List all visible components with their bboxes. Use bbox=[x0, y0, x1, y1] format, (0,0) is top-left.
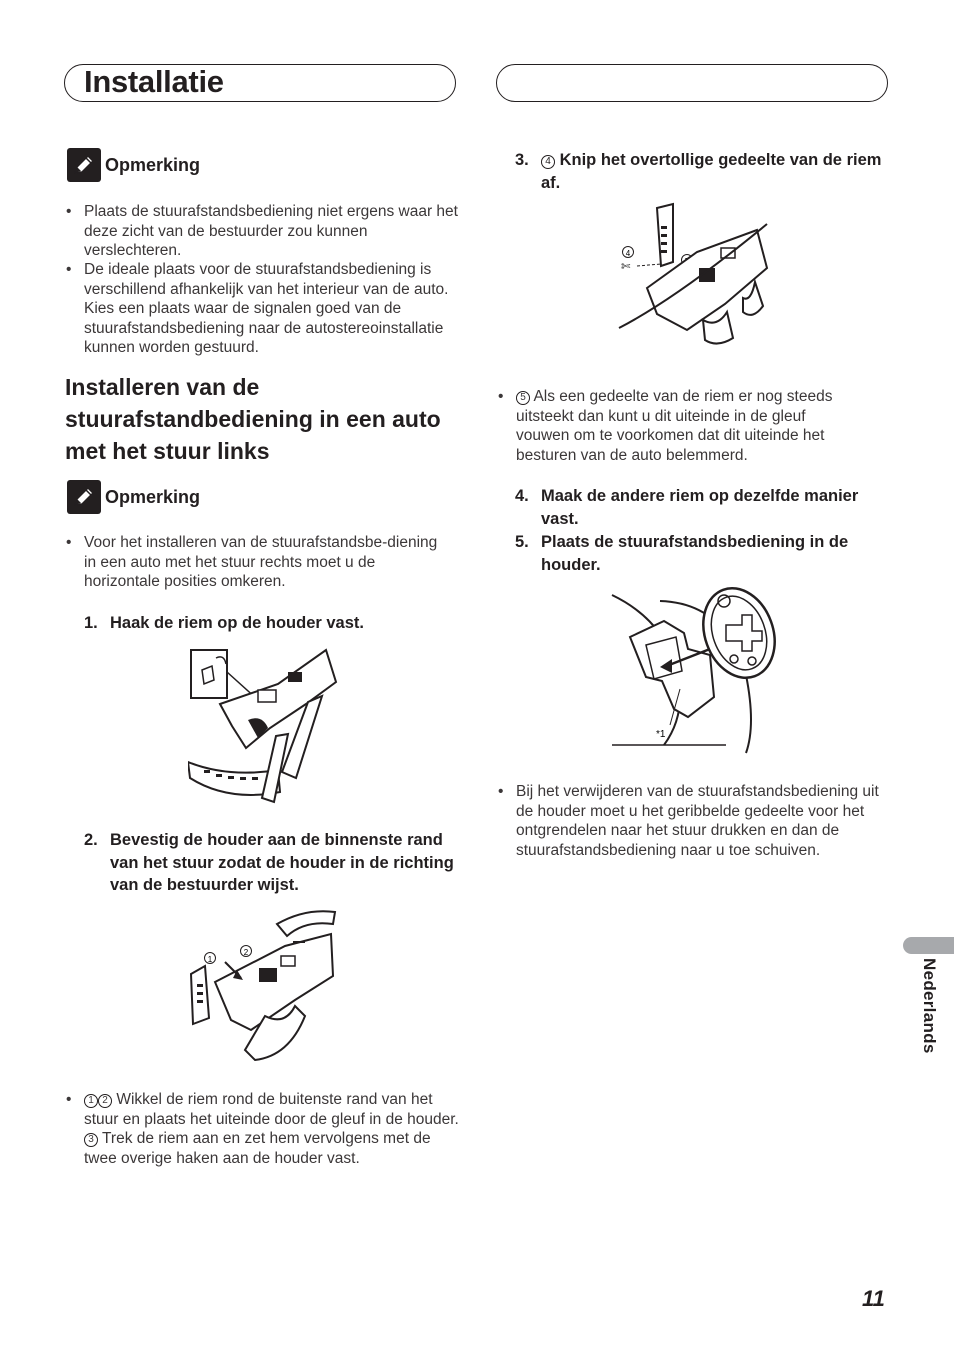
note-heading bbox=[67, 148, 200, 182]
page-number: 11 bbox=[862, 1286, 885, 1311]
note-label: Opmerking bbox=[105, 486, 201, 507]
fig5-footnote-label: *1 bbox=[656, 729, 666, 740]
figure-hook-strap-illustration bbox=[188, 642, 340, 804]
step-1: 1. Haak de riem op de houder vast. bbox=[84, 614, 364, 632]
fig3-label-4: 4 bbox=[625, 249, 631, 258]
list-item: • Voor het installeren van de stuurafstandsbe-diening in een auto met het stuur rechts moet u de horizontale posities omkeren. bbox=[66, 534, 438, 590]
step-2: 2. Bevestig de houder aan de binnenste rand van het stuur zodat de houder in de richting van de bestuurder wijst. bbox=[84, 831, 454, 894]
figure-attach-holder-illustration bbox=[185, 906, 340, 1066]
language-label: Nederlands bbox=[920, 958, 939, 1054]
figure-insert-remote-illustration bbox=[606, 585, 786, 755]
list-item: • 1 2 Wikkel de riem rond de buitenste rand van het stuur en plaats het uiteinde door de gleuf in de houder. 3 Trek de riem aan en zet hem vervolgens met de twee overige haken aan de houder vast. bbox=[66, 1091, 459, 1167]
header-blank-box bbox=[496, 64, 888, 102]
page-title: Installatie bbox=[84, 64, 224, 99]
list-item: • De ideale plaats voor de stuurafstandsbediening is verschillend afhankelijk van het interieur van de auto. Kies een plaats waar de signalen goed van de stuurafstandsbediening naar de autostereoinstallatie kunnen worden gestuurd. bbox=[66, 261, 449, 356]
list-item: • Plaats de stuurafstandsbediening niet ergens waar het deze zicht van de bestuurder zou kunnen verslechteren. bbox=[66, 203, 458, 259]
note-label: Opmerking bbox=[105, 154, 201, 175]
fig2-label-1: 1 bbox=[207, 955, 213, 964]
scissors-icon: ✄ bbox=[621, 260, 631, 273]
step-4: 4. Maak de andere riem op dezelfde manier vast. bbox=[515, 487, 859, 528]
language-tab bbox=[903, 937, 954, 954]
note-pencil-icon bbox=[67, 148, 101, 182]
note-heading bbox=[67, 480, 200, 514]
figure-cut-strap-illustration bbox=[617, 202, 772, 352]
section-heading: Installeren van de stuurafstandbediening in een auto met het stuur links bbox=[65, 374, 441, 464]
list-item: • 5 Als een gedeelte van de riem er nog steeds uitsteekt dan kunt u dit uiteinde in de gleuf vouwen om te voorkomen dat dit uiteinde het besturen van de auto belemmerd. bbox=[498, 388, 833, 464]
step-3: 3. 4 Knip het overtollige gedeelte van de riem af. bbox=[515, 151, 882, 192]
list-item: • Bij het verwijderen van de stuurafstandsbediening uit de houder moet u het geribbelde gedeelte voor het ontgrendelen naar het stuur drukken en dan de stuurafstandsbediening naar u toe schuiven. bbox=[498, 783, 879, 859]
step-5: 5. Plaats de stuurafstandsbediening in de houder. bbox=[515, 533, 849, 574]
note-pencil-icon bbox=[67, 480, 101, 514]
fig2-label-2: 2 bbox=[243, 948, 249, 957]
